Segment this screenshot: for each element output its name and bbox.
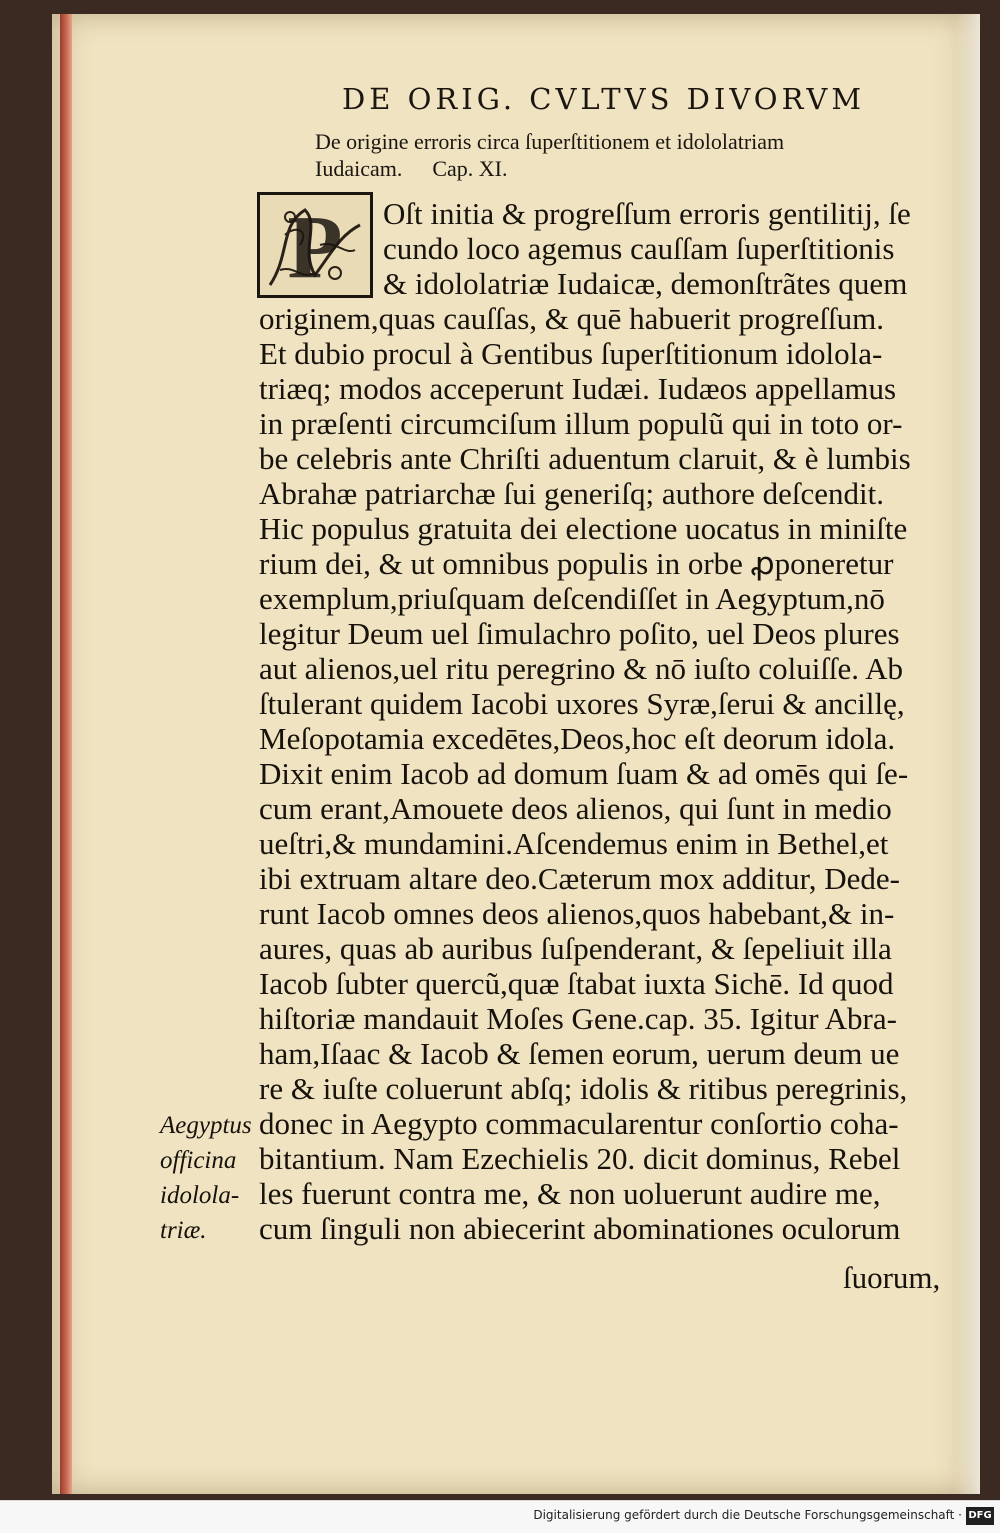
chapter-number: Cap. XI. bbox=[432, 156, 508, 181]
running-head: DE ORIG. CVLTVS DIVORVM bbox=[342, 82, 866, 116]
chapter-title-word: Iudaicam. bbox=[315, 156, 403, 181]
body-line: ſtulerant quidem Iacobi uxores Syræ,ſerui & ancillę, bbox=[259, 686, 905, 721]
initial-letter: P bbox=[287, 198, 343, 297]
body-line: cum erant,Amouete deos alienos, qui ſunt in medio bbox=[259, 791, 892, 826]
margin-note-line: officina bbox=[160, 1147, 237, 1174]
body-line: ibi extruam altare deo.Cæterum mox additur, Dede- bbox=[259, 861, 900, 896]
body-line: legitur Deum uel ſimulachro poſito, uel Deos plures bbox=[259, 616, 900, 651]
body-line: ueſtri,& mundamini.Aſcendemus enim in Bethel,et bbox=[259, 826, 889, 861]
body-line: Oſt initia & progreſſum erroris gentilitij, ſe bbox=[383, 196, 911, 231]
body-line: be celebris ante Chriſti aduentum claruit, & è lumbis bbox=[259, 441, 911, 476]
catchword: ſuorum, bbox=[843, 1260, 941, 1295]
body-line: originem,quas cauſſas, & quē habuerit progreſſum. bbox=[259, 301, 884, 336]
body-line: exemplum,priuſquam deſcendiſſet in Aegyptum,nō bbox=[259, 581, 885, 616]
footer-bar bbox=[0, 1500, 1000, 1533]
body-line: in præſenti circumciſum illum populũ qui in toto or- bbox=[259, 406, 903, 441]
margin-note-line: Aegyptus bbox=[160, 1112, 252, 1139]
body-line: triæq; modos acceperunt Iudæi. Iudæos appellamus bbox=[259, 371, 897, 406]
body-line: aut alienos,uel ritu peregrino & nō iuſto coluiſſe. Ab bbox=[259, 651, 903, 686]
body-line: Dixit enim Iacob ad domum ſuam & ad omēs qui ſe- bbox=[259, 756, 909, 791]
body-line: ham,Iſaac & Iacob & ſemen eorum, uerum deum ue bbox=[259, 1036, 900, 1071]
body-line: rium dei, & ut omnibus populis in orbe ꝓponeretur bbox=[259, 546, 894, 581]
margin-note-line: triæ. bbox=[160, 1217, 207, 1244]
page-edge-red bbox=[60, 14, 72, 1494]
chapter-heading bbox=[315, 128, 895, 182]
body-line: bitantium. Nam Ezechielis 20. dicit dominus, Rebel bbox=[259, 1141, 901, 1176]
body-line: aures, quas ab auribus ſuſpenderant, & ſepeliuit illa bbox=[259, 931, 892, 966]
body-line: Abrahæ patriarchæ ſui generiſq; authore deſcendit. bbox=[259, 476, 884, 511]
body-line: Iacob ſubter quercũ,quæ ſtabat iuxta Sichē. Id quod bbox=[259, 966, 894, 1001]
body-line: cum ſinguli non abiecerint abominationes oculorum bbox=[259, 1211, 901, 1246]
body-line: cundo loco agemus cauſſam ſuperſtitionis bbox=[383, 231, 895, 266]
body-line: & idololatriæ Iudaicæ, demonſtrãtes quem bbox=[383, 266, 908, 301]
body-line: re & iuſte coluerunt abſq; idolis & ritibus peregrinis, bbox=[259, 1071, 908, 1106]
chapter-heading-line-1: De origine erroris circa ſuperſtitionem et idololatriam bbox=[315, 129, 785, 154]
body-line: Et dubio procul à Gentibus ſuperſtitionum idolola- bbox=[259, 336, 883, 371]
decorated-initial bbox=[257, 192, 373, 298]
margin-note-line: idolola- bbox=[160, 1182, 240, 1209]
body-line: donec in Aegypto commacularentur conſortio coha- bbox=[259, 1106, 899, 1141]
chapter-heading-line-2 bbox=[315, 155, 895, 182]
body-line: les fuerunt contra me, & non uoluerunt audire me, bbox=[259, 1176, 881, 1211]
body-line: hiſtoriæ mandauit Moſes Gene.cap. 35. Igitur Abra- bbox=[259, 1001, 897, 1036]
body-line: Meſopotamia excedētes,Deos,hoc eſt deorum idola. bbox=[259, 721, 896, 756]
page-edge-shadow bbox=[954, 14, 980, 1494]
funding-notice: Digitalisierung gefördert durch die Deutsche Forschungsgemeinschaft · bbox=[533, 1508, 962, 1522]
body-line: runt Iacob omnes deos alienos,quos habebant,& in- bbox=[259, 896, 895, 931]
dfg-logo: DFG bbox=[966, 1507, 994, 1525]
body-line: Hic populus gratuita dei electione uocatus in miniſte bbox=[259, 511, 908, 546]
